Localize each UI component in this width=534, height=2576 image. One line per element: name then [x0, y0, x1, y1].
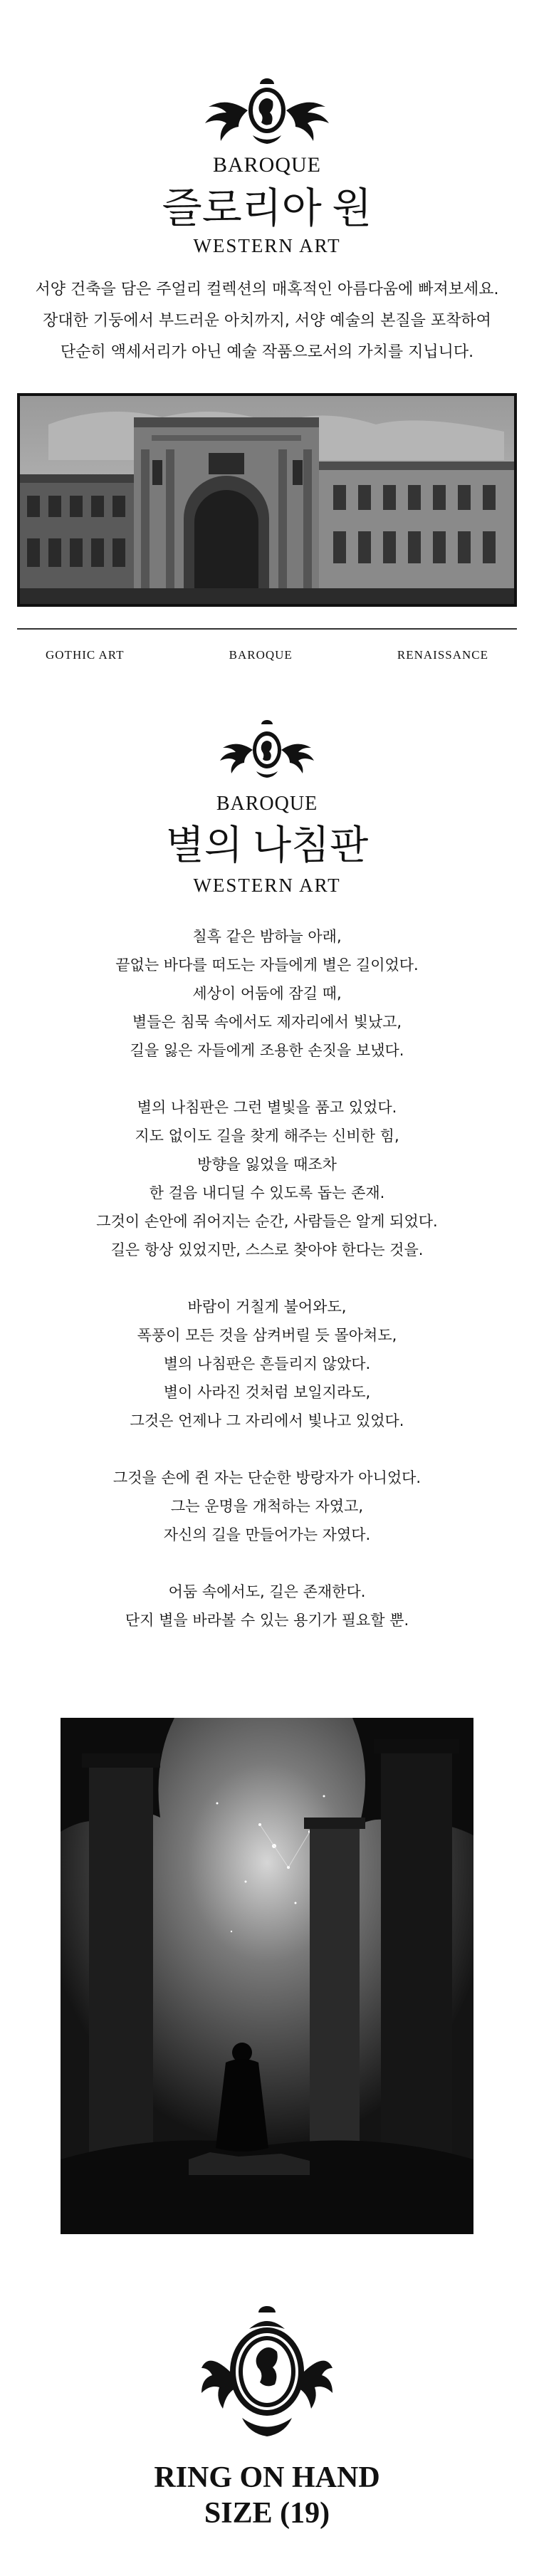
poem-line: 별의 나침판은 그런 별빛을 품고 있었다.: [137, 1099, 397, 1116]
baroque-crest-icon: [217, 716, 317, 787]
poem-stanza: [0, 1093, 534, 1264]
poem-line: 지도 없이도 길을 찾게 해주는 신비한 힘,: [135, 1127, 399, 1144]
night-forest-illustration: [61, 1718, 473, 2234]
poem-line: 그는 운명을 개척하는 자였고,: [170, 1498, 364, 1515]
section-subtitle: WESTERN ART: [193, 235, 341, 256]
poem-line: 어둠 속에서도, 길은 존재한다.: [168, 1583, 366, 1600]
poem-line: 그것이 손안에 쥐어지는 순간, 사람들은 알게 되었다.: [96, 1213, 438, 1230]
poem-line: 그것은 언제나 그 자리에서 빛나고 있었다.: [130, 1412, 404, 1429]
divider: [17, 628, 517, 630]
medallion-crest-icon: [199, 2300, 335, 2446]
description-line: 장대한 기둥에서 부드러운 아치까지, 서양 예술의 본질을 포착하여: [43, 312, 491, 330]
collection-description: [0, 274, 534, 368]
section-subtitle: WESTERN ART: [193, 875, 341, 896]
poem: [0, 922, 534, 1663]
poem-stanza: [0, 1464, 534, 1549]
poem-line: 세상이 어둠에 잠길 때,: [192, 985, 342, 1002]
poem-line: 단지 별을 바라볼 수 있는 용기가 필요할 뿐.: [125, 1612, 409, 1629]
poem-line: 별들은 침묵 속에서도 제자리에서 빛났고,: [132, 1013, 402, 1031]
description-line: 단순히 액세서리가 아닌 예술 작품으로서의 가치를 지닙니다.: [60, 343, 474, 361]
architecture-photo: [17, 393, 517, 607]
tag-gothic-art: GOTHIC ART: [46, 648, 125, 662]
baroque-crest-icon: [192, 71, 342, 150]
poem-stanza: [0, 922, 534, 1065]
poem-line: 칠흑 같은 밤하늘 아래,: [192, 928, 342, 945]
style-tags: [17, 648, 517, 662]
poem-line: 길을 잃은 자들에게 조용한 손짓을 보냈다.: [130, 1042, 404, 1059]
poem-line: 별의 나침판은 흔들리지 않았다.: [163, 1355, 371, 1372]
section-label: BAROQUE: [212, 153, 321, 177]
collection-title: 즐로리아 원: [162, 185, 372, 231]
poem-line: 방향을 잃었을 때조차: [197, 1156, 337, 1173]
poem-line: 길은 항상 있었지만, 스스로 찾아야 한다는 것을.: [110, 1241, 424, 1258]
poem-line: 폭풍이 모든 것을 삼켜버릴 듯 몰아쳐도,: [137, 1327, 397, 1344]
poem-line: 바람이 거칠게 불어와도,: [187, 1298, 347, 1315]
ring-size-label: SIZE (19): [204, 2497, 330, 2530]
poem-line: 별이 사라진 것처럼 보일지라도,: [163, 1384, 371, 1401]
section-label: BAROQUE: [216, 793, 318, 815]
poem-line: 자신의 길을 만들어가는 자였다.: [163, 1526, 371, 1543]
description-line: 서양 건축을 담은 주얼리 컬렉션의 매혹적인 아름다움에 빠져보세요.: [35, 281, 499, 298]
poem-line: 끝없는 바다를 떠도는 자들에게 별은 길이었다.: [115, 956, 419, 974]
ring-on-hand-label: RING ON HAND: [154, 2461, 380, 2494]
tag-renaissance: RENAISSANCE: [397, 648, 488, 662]
product-title: 별의 나침판: [165, 824, 369, 868]
poem-stanza: [0, 1293, 534, 1435]
poem-line: 한 걸음 내디딜 수 있도록 돕는 존재.: [149, 1184, 385, 1201]
poem-stanza: [0, 1578, 534, 1634]
poem-line: 그것을 손에 쥔 자는 단순한 방랑자가 아니었다.: [112, 1469, 422, 1486]
tag-baroque: BAROQUE: [229, 648, 293, 662]
